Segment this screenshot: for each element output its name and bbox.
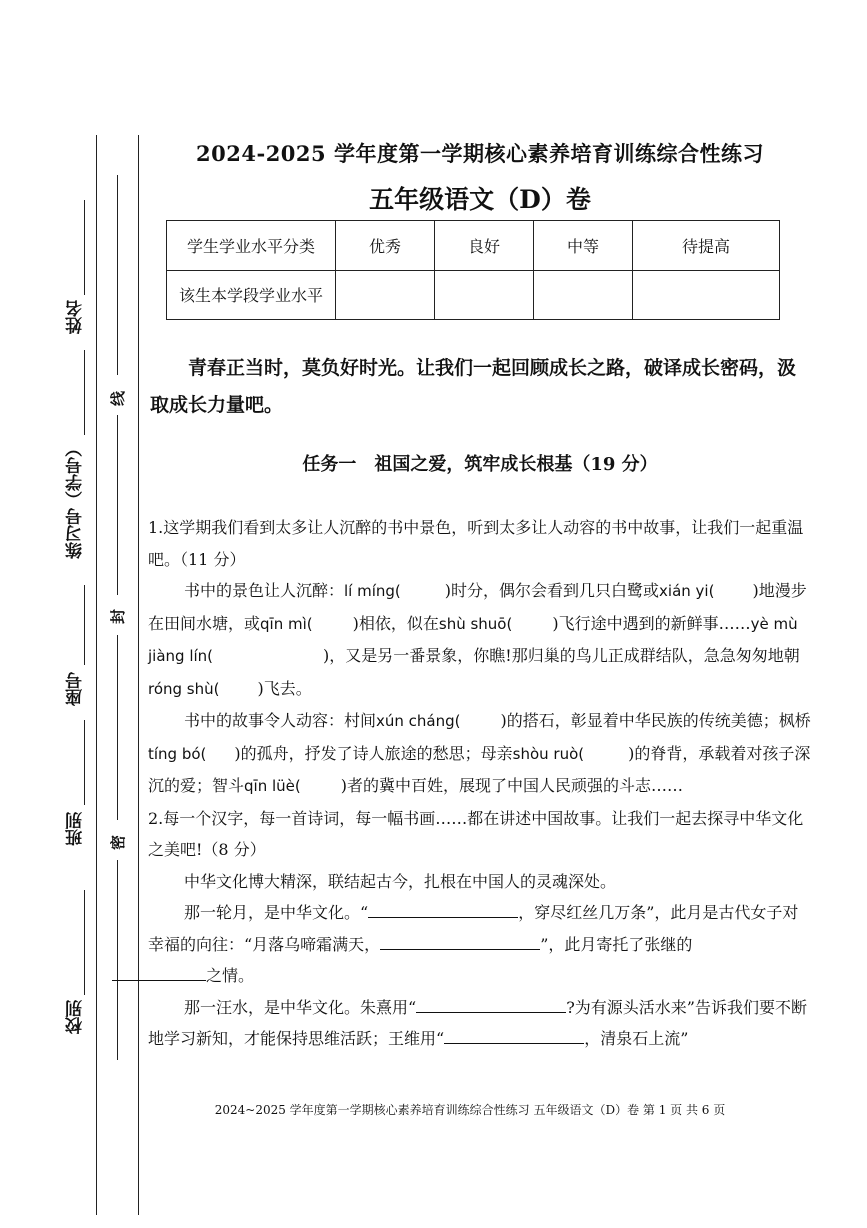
text-span: )飞行途中遇到的新鲜事…… xyxy=(552,613,751,633)
pinyin: xián yi( xyxy=(659,582,715,600)
text-span: 那一汪水，是中华文化。朱熹用“ xyxy=(184,997,417,1017)
answer-blank[interactable] xyxy=(301,773,341,791)
seal-segment-2 xyxy=(117,415,118,595)
pinyin: shù shuō( xyxy=(438,614,513,633)
seat-label: 座号 xyxy=(66,672,86,706)
task-title: 任务一 祖国之爱，筑牢成长根基（19 分） xyxy=(302,454,658,475)
level-input-cell[interactable] xyxy=(534,270,633,320)
level-input-cell[interactable] xyxy=(435,270,534,320)
question-1-stem: 1.这学期我们看到太多让人沉醉的书中景色，听到太多让人动容的书中故事，让我们一起重温吧。（11 分） xyxy=(148,518,804,569)
text-span: 书中的景色让人沉醉： xyxy=(184,581,345,600)
level-input-cell[interactable] xyxy=(336,270,435,320)
answer-blank[interactable] xyxy=(313,611,353,629)
answer-blank[interactable] xyxy=(714,578,752,596)
question-2-stem: 2.每一个汉字，每一首诗词，每一幅书画……都在讲述中国故事。让我们一起去探寻中华文化之美吧!（8 分） xyxy=(148,808,804,859)
class-label: 班别 xyxy=(66,812,86,846)
answer-blank[interactable] xyxy=(512,611,552,629)
level-input-cell[interactable] xyxy=(633,270,780,320)
text-span: ，清泉石上流” xyxy=(584,1029,689,1048)
table-row xyxy=(167,221,780,271)
pinyin: yè mù jiàng lín( xyxy=(148,614,798,665)
paragraph-water xyxy=(148,992,813,1055)
text-span: )时分，偶尔会看到几只白鹭或 xyxy=(444,581,660,600)
answer-blank[interactable] xyxy=(368,899,518,918)
pinyin: tíng bó( xyxy=(148,744,207,763)
margin-line-inner xyxy=(138,135,139,1215)
seal-segment-1 xyxy=(117,175,118,375)
text-span: )的搭石，彰显着中华民族的传统美德；枫桥 xyxy=(500,711,811,730)
table-cell: 中等 xyxy=(534,221,633,271)
answer-blank[interactable] xyxy=(206,741,234,759)
exam-title: 2024-2025 学年度第一学期核心素养培育训练综合性练习 xyxy=(196,141,764,166)
text-span: )的脊背，承载着对孩子深沉的爱；智斗 xyxy=(148,743,811,795)
pinyin: róng shù( xyxy=(148,679,220,698)
answer-blank[interactable] xyxy=(401,578,445,596)
pinyin: xún cháng( xyxy=(376,712,461,730)
table-cell: 良好 xyxy=(435,221,534,271)
seal-segment-4 xyxy=(117,860,118,1060)
intro-paragraph: 青春正当时，莫负好时光。让我们一起回顾成长之路，破译成长密码，汲取成长力量吧。 xyxy=(150,357,797,416)
question-block xyxy=(148,512,813,1055)
paragraph-scenery xyxy=(148,575,813,705)
school-underline[interactable] xyxy=(84,890,85,995)
page-footer: 2024~2025 学年度第一学期核心素养培育训练综合性练习 五年级语文（D）卷 第 1 页 共 6 页 xyxy=(214,1103,726,1117)
text-span: 那一轮月，是中华文化。“ xyxy=(184,903,369,922)
pinyin: qīn mì( xyxy=(260,614,313,633)
seal-char-secret: 密 xyxy=(109,834,128,851)
answer-blank[interactable] xyxy=(461,708,501,726)
text-span: )，又是另一番景象，你瞧!那归巢的鸟儿正成群结队，急急匆匆地朝 xyxy=(323,646,800,665)
paragraph-moon xyxy=(148,897,813,992)
answer-blank[interactable] xyxy=(380,931,540,950)
answer-blank[interactable] xyxy=(220,676,258,694)
exam-subtitle: 五年级语文（D）卷 xyxy=(369,185,591,214)
class-underline[interactable] xyxy=(84,720,85,805)
pinyin: shòu ruò( xyxy=(512,744,585,763)
seal-char-line: 线 xyxy=(109,390,128,407)
school-label: 校别 xyxy=(66,1000,86,1034)
table-cell: 该生本学段学业水平 xyxy=(167,270,336,320)
text-span: )的孤舟，抒发了诗人旅途的愁思；母亲 xyxy=(234,743,513,763)
table-cell: 优秀 xyxy=(336,221,435,271)
table-cell: 学生学业水平分类 xyxy=(167,221,336,271)
margin-line-outer xyxy=(96,135,97,1215)
paragraph-culture-intro: 中华文化博大精深，联结起古今，扎根在中国人的灵魂深处。 xyxy=(184,871,617,891)
text-span: 之情。 xyxy=(206,966,255,985)
paragraph-stories xyxy=(148,705,813,803)
text-span: ”，此月寄托了张继的 xyxy=(540,934,693,954)
answer-blank[interactable] xyxy=(444,1025,584,1044)
text-span: 书中的故事令人动容：村间 xyxy=(184,711,377,730)
practice-number-underline[interactable] xyxy=(84,350,85,435)
text-span: ，穿尽红丝几万条”，此月是古代女子对幸福的向往：“月落乌啼霜满天， xyxy=(148,903,799,954)
text-span: ?为有源头活水来”告诉我们要不断地学习新知，才能保持思维活跃；王维用“ xyxy=(148,997,807,1048)
text-span: )相依，似在 xyxy=(352,613,439,633)
table-row xyxy=(167,270,780,320)
seat-underline[interactable] xyxy=(84,585,85,665)
pinyin: lí míng( xyxy=(344,582,401,600)
answer-blank[interactable] xyxy=(213,643,323,661)
text-span: )飞去。 xyxy=(257,678,312,698)
answer-blank[interactable] xyxy=(112,962,206,981)
text-span: )地漫步在田间水塘，或 xyxy=(148,581,807,633)
practice-number-label: 练习号（学号） xyxy=(66,440,86,559)
seal-segment-3 xyxy=(117,635,118,820)
answer-blank[interactable] xyxy=(584,741,628,759)
table-cell: 待提高 xyxy=(633,221,780,271)
answer-blank[interactable] xyxy=(416,994,566,1013)
seal-char-seal: 封 xyxy=(109,608,128,625)
name-label: 姓名 xyxy=(66,300,86,334)
name-underline[interactable] xyxy=(84,200,85,295)
text-span: )者的冀中百姓，展现了中国人民顽强的斗志…… xyxy=(340,776,683,795)
pinyin: qīn lüè( xyxy=(244,777,301,795)
academic-level-table xyxy=(166,220,780,320)
